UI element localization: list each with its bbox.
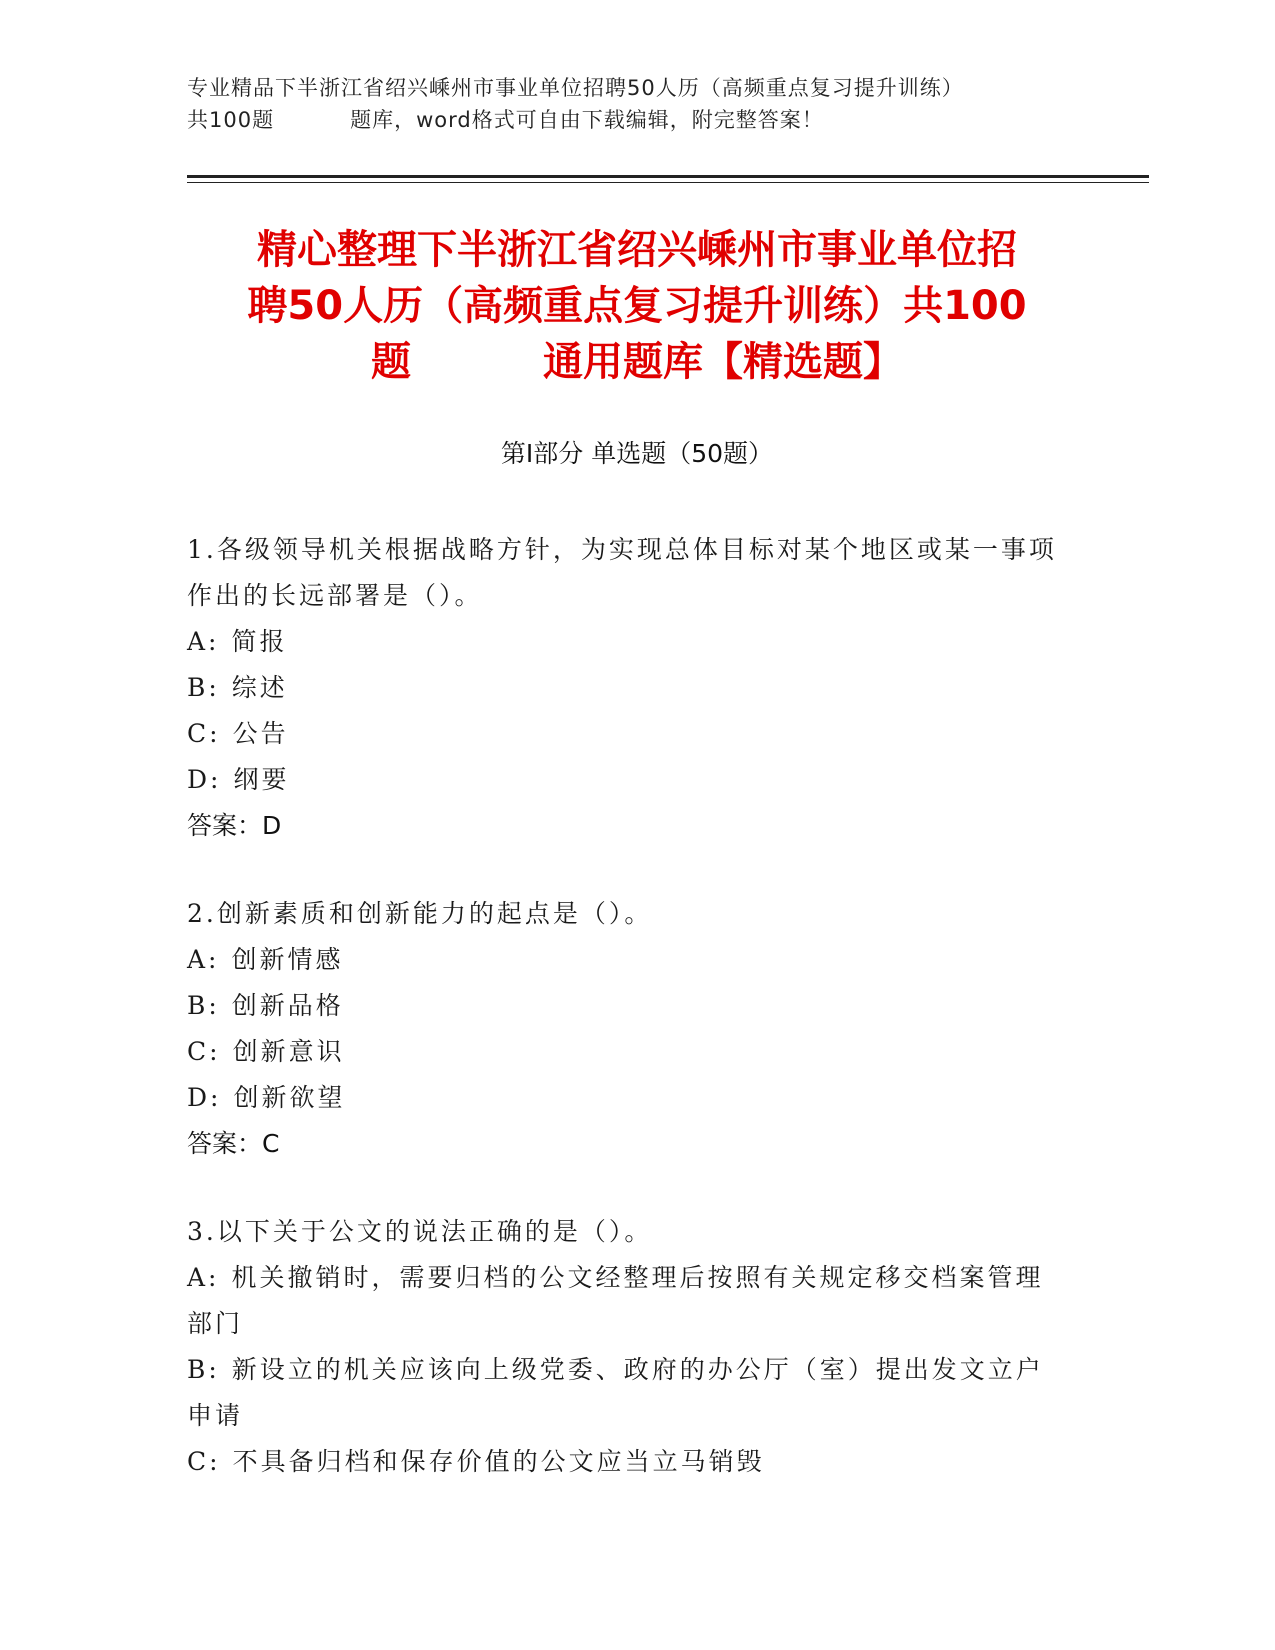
section-heading: 第Ⅰ部分 单选题（50题） bbox=[500, 439, 774, 468]
title-line-2: 聘50人历（高频重点复习提升训练）共100 bbox=[247, 283, 1027, 329]
option-key: A: bbox=[187, 1263, 220, 1292]
answer-label: 答案：C bbox=[187, 1129, 280, 1158]
option-key: C: bbox=[187, 1447, 221, 1476]
question-list bbox=[187, 527, 1067, 1527]
header-description: 题库，word格式可自由下载编辑，附完整答案！ bbox=[350, 108, 824, 132]
option-key: D: bbox=[187, 1083, 222, 1112]
option-key: B: bbox=[187, 1355, 220, 1384]
option-c bbox=[187, 1029, 1067, 1075]
option-text: 机关撤销时，需要归档的公文经整理后按照有关规定移交档案管理部门 bbox=[187, 1263, 1044, 1338]
header-divider-thick bbox=[187, 175, 1149, 178]
answer-label: 答案：D bbox=[187, 811, 282, 840]
option-a bbox=[187, 1255, 1067, 1347]
option-key: A: bbox=[187, 945, 220, 974]
question-stem: 1.各级领导机关根据战略方针，为实现总体目标对某个地区或某一事项作出的长远部署是（）。 bbox=[187, 535, 1057, 610]
header-question-count: 共100题 bbox=[187, 108, 275, 132]
option-text: 创新意识 bbox=[232, 1037, 345, 1066]
header-divider-thin bbox=[187, 182, 1149, 183]
option-a bbox=[187, 619, 1067, 665]
option-text: 创新欲望 bbox=[233, 1083, 346, 1112]
header-line-1: 专业精品下半浙江省绍兴嵊州市事业单位招聘50人历（高频重点复习提升训练） bbox=[187, 76, 964, 100]
option-b bbox=[187, 665, 1067, 711]
question-3 bbox=[187, 1209, 1067, 1485]
option-key: A: bbox=[187, 627, 220, 656]
question-stem: 3.以下关于公文的说法正确的是（）。 bbox=[187, 1217, 653, 1246]
option-key: B: bbox=[187, 673, 220, 702]
option-c bbox=[187, 711, 1067, 757]
option-text: 纲要 bbox=[233, 765, 290, 794]
option-d bbox=[187, 757, 1067, 803]
header-line-2 bbox=[187, 104, 1087, 136]
option-key: D: bbox=[187, 765, 222, 794]
question-1 bbox=[187, 527, 1067, 849]
page-header bbox=[187, 72, 1087, 136]
option-text: 新设立的机关应该向上级党委、政府的办公厅（室）提出发文立户申请 bbox=[187, 1355, 1044, 1430]
option-key: B: bbox=[187, 991, 220, 1020]
document-title bbox=[187, 222, 1087, 390]
option-text: 不具备归档和保存价值的公文应当立马销毁 bbox=[232, 1447, 765, 1476]
option-text: 创新情感 bbox=[231, 945, 344, 974]
title-line-3-left: 题 bbox=[371, 339, 411, 385]
option-text: 公告 bbox=[232, 719, 289, 748]
title-line-1: 精心整理下半浙江省绍兴嵊州市事业单位招 bbox=[257, 227, 1017, 273]
option-d bbox=[187, 1075, 1067, 1121]
option-text: 创新品格 bbox=[231, 991, 344, 1020]
title-line-3-right: 通用题库【精选题】 bbox=[543, 339, 903, 385]
option-a bbox=[187, 937, 1067, 983]
option-text: 简报 bbox=[231, 627, 288, 656]
option-b bbox=[187, 983, 1067, 1029]
option-b bbox=[187, 1347, 1067, 1439]
title-line-3 bbox=[187, 334, 1087, 390]
question-2 bbox=[187, 891, 1067, 1167]
question-stem: 2.创新素质和创新能力的起点是（）。 bbox=[187, 899, 653, 928]
option-key: C: bbox=[187, 719, 221, 748]
option-c bbox=[187, 1439, 1067, 1485]
option-key: C: bbox=[187, 1037, 221, 1066]
option-text: 综述 bbox=[231, 673, 288, 702]
